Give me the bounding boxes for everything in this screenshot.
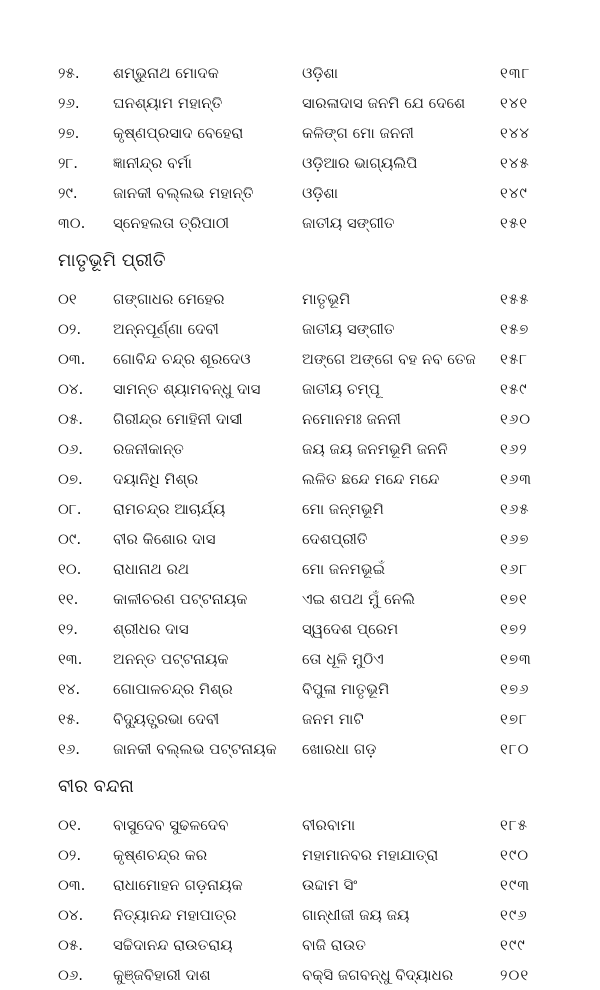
entry-author: ଗୋପାଳଚନ୍ଦ୍ର ମିଶ୍ର — [113, 680, 233, 698]
table-row — [0, 208, 600, 238]
entry-author: କୁଞ୍ଜବିହାରୀ ଦାଶ — [113, 966, 211, 984]
entry-page: ୧୮୫ — [500, 816, 529, 834]
entry-title: ମୋ ଜନମଭୂଇଁ — [302, 560, 386, 578]
contents-section-heroes — [0, 764, 600, 990]
entry-author: କୃଷ୍ଣପ୍ରସାଦ ବେହେରା — [113, 124, 244, 142]
section-heading: ମାତୃଭୂମି ପ୍ରୀତି — [58, 250, 166, 271]
entry-title: ବୀରବାମା — [302, 816, 356, 834]
entry-number: ୨୫. — [58, 64, 80, 82]
entry-number: ୦୮. — [58, 500, 82, 518]
entry-title: ଗାନ୍ଧୀଜୀ ଜୟ ଜୟ — [302, 906, 410, 924]
entry-author: ଅନନ୍ତ ପଟ୍ଟନାୟକ — [113, 650, 229, 668]
entry-number: ୦୨. — [58, 846, 82, 864]
entry-number: ୧୬. — [58, 740, 81, 758]
entry-title: ଜାତୀୟ ଚମ୍ପୂ — [302, 380, 380, 398]
contents-section-continued — [0, 0, 600, 238]
entry-author: ବିଦ୍ୟୁତ୍ପ୍ରଭା ଦେବୀ — [113, 710, 220, 728]
entry-author: କୃଷ୍ଣଚନ୍ଦ୍ର କର — [113, 846, 208, 864]
entry-page: ୧୭୮ — [500, 710, 528, 728]
entry-title: ମାତୃଭୂମି — [302, 290, 351, 308]
entry-author: ରାଧାମୋହନ ଗଡ଼ନାୟକ — [113, 876, 243, 894]
entry-number: ୨୯. — [58, 184, 78, 202]
table-row — [0, 584, 600, 614]
entry-author: ସଚ୍ଚିଦାନନ୍ଦ ରାଉତରାୟ — [113, 936, 233, 954]
table-row — [0, 614, 600, 644]
table-row — [0, 900, 600, 930]
entry-page: ୧୬୩ — [500, 470, 533, 488]
table-row — [0, 88, 600, 118]
entry-number: ୩୦. — [58, 214, 86, 232]
entry-title: ତୋ ଧୂଳି ମୁଠିଏ — [302, 650, 384, 668]
entry-number: ୧୪. — [58, 680, 81, 698]
entry-author: ଦୟାନିଧି ମିଶ୍ର — [113, 470, 199, 488]
table-row — [0, 960, 600, 990]
entry-page: ୧୫୮ — [500, 350, 529, 368]
entry-author: ସାମନ୍ତ ଶ୍ୟାମବନ୍ଧୁ ଦାସ — [113, 380, 261, 398]
entry-title: ଓଡ଼ିଆର ଭାଗ୍ୟଲିପି — [302, 154, 418, 172]
entry-title: ଜୟ ଜୟ ଜନମଭୂମି ଜନନି — [302, 440, 448, 458]
entry-title: ମହାମାନବର ମହାଯାତ୍ରା — [302, 846, 439, 864]
entry-number: ୧୨. — [58, 620, 79, 638]
table-row — [0, 404, 600, 434]
entry-author: ଘନଶ୍ୟାମ ମହାନ୍ତି — [113, 94, 223, 112]
entry-author: ନିତ୍ୟାନନ୍ଦ ମହାପାତ୍ର — [113, 906, 237, 924]
entry-title: ବିପୁଳା ମାତୃଭୂମି — [302, 680, 390, 698]
table-row — [0, 344, 600, 374]
entry-number: ୦୪. — [58, 906, 84, 924]
entry-page: ୧୫୯ — [500, 380, 528, 398]
entry-page: ୧୯୯ — [500, 936, 526, 954]
entry-author: ଜାନକୀ ବଲ୍ଲଭ ପଟ୍ଟନାୟକ — [113, 740, 277, 758]
entry-title: ଜାତୀୟ ସଙ୍ଗୀତ — [302, 320, 395, 338]
entry-title: ଓଡ଼ିଶା — [302, 184, 339, 202]
entry-number: ୨୬. — [58, 94, 80, 112]
entry-page: ୧୬୮ — [500, 560, 529, 578]
entry-page: ୧୬୨ — [500, 440, 528, 458]
entry-title: ସାରଳାଦାସ ଜନମି ଯେ ଦେଶେ — [302, 94, 466, 112]
entry-page: ୧୫୫ — [500, 290, 530, 308]
entry-page: ୧୬୫ — [500, 500, 530, 518]
entry-page: ୧୪୯ — [500, 184, 528, 202]
table-row — [0, 870, 600, 900]
entry-page: ୧୪୫ — [500, 154, 530, 172]
entry-page: ୧୭୬ — [500, 680, 530, 698]
entry-title: ଅଙ୍ଗେ ଅଙ୍ଗେ ବହ ନବ ତେଜ — [302, 350, 476, 368]
entry-page: ୧୫୭ — [500, 320, 530, 338]
table-row — [0, 284, 600, 314]
table-row — [0, 644, 600, 674]
entry-page: ୧୮୦ — [500, 740, 530, 758]
table-row — [0, 494, 600, 524]
entry-author: ଜ୍ଞାନୀନ୍ଦ୍ର ବର୍ମା — [113, 154, 192, 172]
entry-number: ୧୧. — [58, 590, 79, 608]
entry-page: ୧୬୦ — [500, 410, 532, 428]
entry-author: ଗୋବିନ୍ଦ ଚନ୍ଦ୍ର ଶୂରଦେଓ — [113, 350, 251, 368]
section-heading: ବୀର ବନ୍ଦନା — [58, 776, 134, 797]
entry-title: ବାଜି ରାଉତ — [302, 936, 366, 954]
entry-number: ୨୭. — [58, 124, 80, 142]
table-row — [0, 524, 600, 554]
entry-page: ୧୩୮ — [500, 64, 531, 82]
entry-author: ଶ୍ରୀଧର ଦାସ — [113, 620, 189, 638]
table-row — [0, 810, 600, 840]
entry-title: ମୋ ଜନ୍ମଭୂମି — [302, 500, 384, 518]
entry-number: ୦୬. — [58, 440, 84, 458]
entry-page: ୧୫୧ — [500, 214, 528, 232]
entry-page: ୧୭୧ — [500, 590, 528, 608]
entry-number: ୦୭. — [58, 470, 83, 488]
entry-number: ୦୪. — [58, 380, 84, 398]
entry-page: ୧୭୨ — [500, 620, 528, 638]
entry-page: ୧୪୪ — [500, 124, 531, 142]
entry-number: ୧୦. — [58, 560, 82, 578]
table-row — [0, 554, 600, 584]
entry-page: ୧୪୧ — [500, 94, 529, 112]
entry-number: ୦୯. — [58, 530, 82, 548]
entry-title: ଉଦ୍ଦାମ ସିଂ — [302, 876, 358, 894]
entry-page: ୧୯୬ — [500, 906, 528, 924]
entry-title: ସ୍ୱଦେଶ ପ୍ରେମ — [302, 620, 399, 638]
entry-number: ୦୨. — [58, 320, 82, 338]
entry-author: ଗିରୀନ୍ଦ୍ର ମୋହିନୀ ଦାସୀ — [113, 410, 243, 428]
entry-author: ଶମ୍ଭୁନାଥ ମୋଦକ — [113, 64, 219, 82]
entry-number: ୦୫. — [58, 410, 83, 428]
entry-title: କଳିଙ୍ଗ ମୋ ଜନନୀ — [302, 124, 414, 142]
entry-author: ବୀର କିଶୋର ଦାସ — [113, 530, 216, 548]
table-row — [0, 434, 600, 464]
table-row — [0, 704, 600, 734]
entry-title: ନମୋନମଃ ଜନନୀ — [302, 410, 401, 428]
entry-title: ଓଡ଼ିଶା — [302, 64, 339, 82]
table-row — [0, 930, 600, 960]
entry-author: ରଜନୀକାନ୍ତ — [113, 440, 184, 458]
entry-author: ଅନ୍ନପୂର୍ଣ୍ଣା ଦେବୀ — [113, 320, 219, 338]
entry-number: ୦୫. — [58, 936, 83, 954]
entry-page: ୧୯୩ — [500, 876, 531, 894]
entry-number: ୦୧ — [58, 290, 77, 308]
entry-number: ୦୬. — [58, 966, 84, 984]
table-row — [0, 374, 600, 404]
table-row — [0, 178, 600, 208]
entry-page: ୧୬୭ — [500, 530, 530, 548]
entry-number: ୦୩. — [58, 876, 86, 894]
entry-author: କାଳୀଚରଣ ପଟ୍ଟନାୟକ — [113, 590, 248, 608]
table-row — [0, 314, 600, 344]
entry-author: ସ୍ନେହଲତା ତ୍ରିପାଠୀ — [113, 214, 230, 232]
entry-number: ୦୩. — [58, 350, 86, 368]
table-row — [0, 464, 600, 494]
entry-author: ରାମଚନ୍ଦ୍ର ଆଚାର୍ଯ୍ୟ — [113, 500, 226, 518]
entry-number: ୨୮. — [58, 154, 79, 172]
entry-author: ଗଙ୍ଗାଧର ମେହେର — [113, 290, 225, 308]
entry-number: ୦୧. — [58, 816, 82, 834]
table-row — [0, 118, 600, 148]
table-row — [0, 734, 600, 764]
entry-author: ଜାନକୀ ବଲ୍ଲଭ ମହାନ୍ତି — [113, 184, 254, 202]
table-row — [0, 58, 600, 88]
table-row — [0, 674, 600, 704]
entry-page: ୧୯୦ — [500, 846, 530, 864]
table-row — [0, 840, 600, 870]
entry-title: ଜାତୀୟ ସଙ୍ଗୀତ — [302, 214, 395, 232]
entry-title: ଲଳିତ ଛନ୍ଦେ ମନ୍ଦେ ମନ୍ଦେ — [302, 470, 440, 488]
entry-page: ୨୦୧ — [500, 966, 530, 984]
entry-number: ୧୩. — [58, 650, 83, 668]
entry-page: ୧୭୩ — [500, 650, 532, 668]
entry-title: ଖୋରଧା ଗଡ଼ — [302, 740, 377, 758]
entry-title: ଏଇ ଶପଥ ମୁଁ ନେଲି — [302, 590, 416, 608]
contents-section-patriotism — [0, 238, 600, 764]
entry-author: ରାଧାନାଥ ରଥ — [113, 560, 190, 578]
entry-author: ବାସୁଦେବ ସୁଢଳଦେବ — [113, 816, 229, 834]
entry-title: ଜନମ ମାଟି — [302, 710, 364, 728]
entry-title: ଦେଶପ୍ରୀତି — [302, 530, 368, 548]
table-row — [0, 148, 600, 178]
entry-number: ୧୫. — [58, 710, 80, 728]
entry-title: ବକ୍ସି ଜଗବନ୍ଧୁ ବିଦ୍ୟାଧର — [302, 966, 454, 984]
